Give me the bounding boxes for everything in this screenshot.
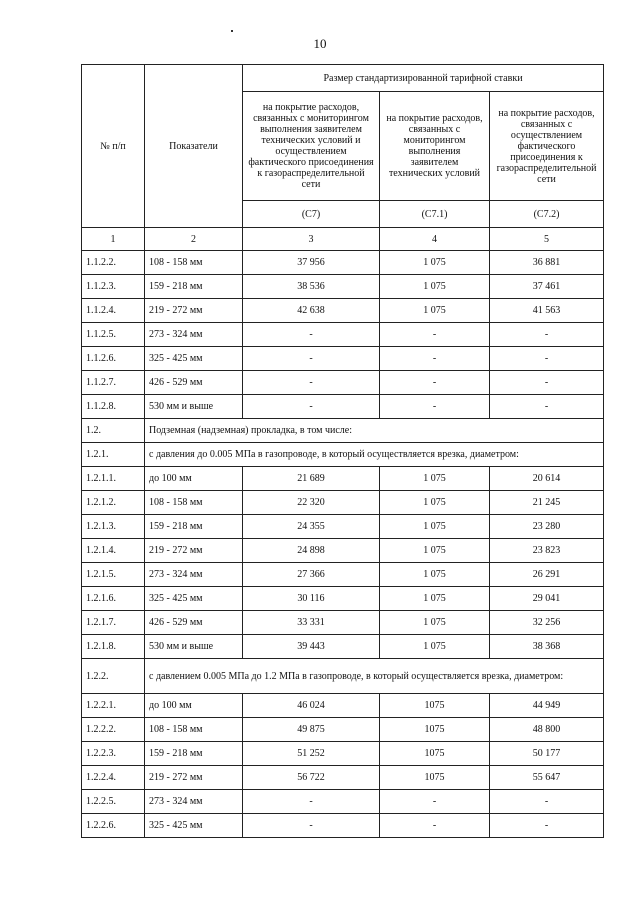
value-c7-2: 41 563 — [490, 299, 604, 323]
column-number-row — [82, 228, 604, 251]
value-c7-2: 50 177 — [490, 742, 604, 766]
value-c7-1: 1 075 — [380, 491, 490, 515]
table-row — [82, 814, 604, 838]
value-c7-1: 1 075 — [380, 587, 490, 611]
value-c7-2: 37 461 — [490, 275, 604, 299]
section-title: Подземная (надземная) прокладка, в том числе: — [145, 419, 604, 443]
header-code-c7-1: (С7.1) — [380, 201, 490, 228]
row-indicator: 159 - 218 мм — [145, 515, 243, 539]
section-title: с давлением 0.005 МПа до 1.2 МПа в газопроводе, в который осуществляется врезка, диаметром: — [145, 659, 604, 694]
table-row — [82, 539, 604, 563]
table-row — [82, 766, 604, 790]
row-number: 1.1.2.5. — [82, 323, 145, 347]
row-number: 1.2.1.7. — [82, 611, 145, 635]
value-c7-2: - — [490, 323, 604, 347]
table-row — [82, 790, 604, 814]
row-indicator: 530 мм и выше — [145, 635, 243, 659]
value-c7-1: 1 075 — [380, 251, 490, 275]
value-c7: 42 638 — [243, 299, 380, 323]
row-indicator: 273 - 324 мм — [145, 563, 243, 587]
table-row — [82, 395, 604, 419]
page-number: 10 — [313, 36, 327, 51]
row-number: 1.2.1.8. — [82, 635, 145, 659]
table-row — [82, 742, 604, 766]
value-c7-2: 20 614 — [490, 467, 604, 491]
row-number: 1.2.2.6. — [82, 814, 145, 838]
row-number: 1.2.2.3. — [82, 742, 145, 766]
section-number: 1.2. — [82, 419, 145, 443]
row-indicator: 108 - 158 мм — [145, 251, 243, 275]
section-row — [82, 443, 604, 467]
table-row — [82, 563, 604, 587]
value-c7: 38 536 — [243, 275, 380, 299]
row-indicator: 108 - 158 мм — [145, 718, 243, 742]
value-c7-1: 1 075 — [380, 515, 490, 539]
value-c7: - — [243, 323, 380, 347]
header-desc-c7-2: на покрытие расходов, связанных с осуществлением фактического присоединения к газораспределительной сети — [490, 92, 604, 201]
row-indicator: 219 - 272 мм — [145, 299, 243, 323]
header-desc-c7: на покрытие расходов, связанных с мониторингом выполнения заявителем технических условий и осуществлением фактического присоединения к газораспределительной сети — [243, 92, 380, 201]
table-row — [82, 611, 604, 635]
row-indicator: 108 - 158 мм — [145, 491, 243, 515]
value-c7: 49 875 — [243, 718, 380, 742]
value-c7-2: 21 245 — [490, 491, 604, 515]
row-indicator: 219 - 272 мм — [145, 539, 243, 563]
value-c7: 27 366 — [243, 563, 380, 587]
value-c7-1: 1 075 — [380, 635, 490, 659]
row-number: 1.2.2.5. — [82, 790, 145, 814]
column-number: 1 — [82, 228, 145, 251]
row-indicator: 426 - 529 мм — [145, 611, 243, 635]
table-row — [82, 467, 604, 491]
table-row — [82, 251, 604, 275]
section-row — [82, 419, 604, 443]
row-indicator: 426 - 529 мм — [145, 371, 243, 395]
row-indicator: 273 - 324 мм — [145, 790, 243, 814]
row-indicator: 159 - 218 мм — [145, 742, 243, 766]
row-indicator: 273 - 324 мм — [145, 323, 243, 347]
row-number: 1.2.1.2. — [82, 491, 145, 515]
header-code-c7: (С7) — [243, 201, 380, 228]
header-desc-c7-1: на покрытие расходов, связанных с мониторингом выполнения заявителем технических условий — [380, 92, 490, 201]
row-indicator: 159 - 218 мм — [145, 275, 243, 299]
value-c7-1: 1075 — [380, 694, 490, 718]
value-c7-1: - — [380, 790, 490, 814]
header-code-c7-2: (С7.2) — [490, 201, 604, 228]
header-group-title: Размер стандартизированной тарифной ставки — [243, 65, 604, 92]
value-c7: - — [243, 395, 380, 419]
value-c7-2: - — [490, 347, 604, 371]
value-c7: - — [243, 790, 380, 814]
value-c7: - — [243, 371, 380, 395]
row-indicator: до 100 мм — [145, 694, 243, 718]
scan-speck — [231, 30, 233, 32]
section-number: 1.2.2. — [82, 659, 145, 694]
value-c7-1: 1 075 — [380, 299, 490, 323]
row-number: 1.2.2.1. — [82, 694, 145, 718]
row-number: 1.2.2.4. — [82, 766, 145, 790]
value-c7-1: - — [380, 347, 490, 371]
value-c7-1: - — [380, 323, 490, 347]
row-number: 1.2.1.4. — [82, 539, 145, 563]
value-c7-2: - — [490, 395, 604, 419]
value-c7-2: 55 647 — [490, 766, 604, 790]
value-c7-1: 1 075 — [380, 563, 490, 587]
value-c7: 56 722 — [243, 766, 380, 790]
value-c7-1: - — [380, 814, 490, 838]
row-indicator: до 100 мм — [145, 467, 243, 491]
value-c7-1: 1075 — [380, 766, 490, 790]
value-c7-1: 1075 — [380, 718, 490, 742]
value-c7: 46 024 — [243, 694, 380, 718]
header-indicators: Показатели — [145, 65, 243, 228]
table-row — [82, 587, 604, 611]
column-number: 2 — [145, 228, 243, 251]
value-c7-1: 1075 — [380, 742, 490, 766]
value-c7: - — [243, 347, 380, 371]
table-row — [82, 694, 604, 718]
row-indicator: 325 - 425 мм — [145, 587, 243, 611]
value-c7-2: - — [490, 790, 604, 814]
column-number: 4 — [380, 228, 490, 251]
row-indicator: 219 - 272 мм — [145, 766, 243, 790]
value-c7-1: 1 075 — [380, 611, 490, 635]
row-number: 1.1.2.3. — [82, 275, 145, 299]
table-row — [82, 515, 604, 539]
row-number: 1.1.2.4. — [82, 299, 145, 323]
value-c7: 24 898 — [243, 539, 380, 563]
section-title: с давления до 0.005 МПа в газопроводе, в который осуществляется врезка, диаметром: — [145, 443, 604, 467]
table-row — [82, 347, 604, 371]
value-c7-2: 23 280 — [490, 515, 604, 539]
row-number: 1.1.2.6. — [82, 347, 145, 371]
value-c7: 37 956 — [243, 251, 380, 275]
value-c7-2: 44 949 — [490, 694, 604, 718]
value-c7-1: 1 075 — [380, 275, 490, 299]
column-number: 3 — [243, 228, 380, 251]
tariff-table — [81, 64, 604, 838]
row-number: 1.2.1.1. — [82, 467, 145, 491]
value-c7-2: 38 368 — [490, 635, 604, 659]
value-c7-2: 29 041 — [490, 587, 604, 611]
value-c7: 51 252 — [243, 742, 380, 766]
value-c7: 39 443 — [243, 635, 380, 659]
row-number: 1.2.2.2. — [82, 718, 145, 742]
value-c7-1: - — [380, 371, 490, 395]
row-number: 1.2.1.6. — [82, 587, 145, 611]
table-row — [82, 323, 604, 347]
row-number: 1.1.2.2. — [82, 251, 145, 275]
value-c7: 24 355 — [243, 515, 380, 539]
value-c7-2: - — [490, 371, 604, 395]
table-row — [82, 299, 604, 323]
value-c7-2: 48 800 — [490, 718, 604, 742]
value-c7-2: 23 823 — [490, 539, 604, 563]
table-row — [82, 371, 604, 395]
table-row — [82, 718, 604, 742]
value-c7-2: - — [490, 814, 604, 838]
value-c7: 30 116 — [243, 587, 380, 611]
row-number: 1.1.2.8. — [82, 395, 145, 419]
row-number: 1.1.2.7. — [82, 371, 145, 395]
table-row — [82, 635, 604, 659]
value-c7-1: 1 075 — [380, 467, 490, 491]
value-c7-1: - — [380, 395, 490, 419]
section-number: 1.2.1. — [82, 443, 145, 467]
value-c7-2: 26 291 — [490, 563, 604, 587]
row-indicator: 325 - 425 мм — [145, 347, 243, 371]
column-number: 5 — [490, 228, 604, 251]
row-indicator: 325 - 425 мм — [145, 814, 243, 838]
value-c7-1: 1 075 — [380, 539, 490, 563]
value-c7-2: 36 881 — [490, 251, 604, 275]
row-indicator: 530 мм и выше — [145, 395, 243, 419]
value-c7: 21 689 — [243, 467, 380, 491]
table-row — [82, 275, 604, 299]
row-number: 1.2.1.5. — [82, 563, 145, 587]
value-c7: 33 331 — [243, 611, 380, 635]
value-c7: - — [243, 814, 380, 838]
row-number: 1.2.1.3. — [82, 515, 145, 539]
section-row — [82, 659, 604, 694]
value-c7-2: 32 256 — [490, 611, 604, 635]
table-row — [82, 491, 604, 515]
value-c7: 22 320 — [243, 491, 380, 515]
header-num: № п/п — [82, 65, 145, 228]
